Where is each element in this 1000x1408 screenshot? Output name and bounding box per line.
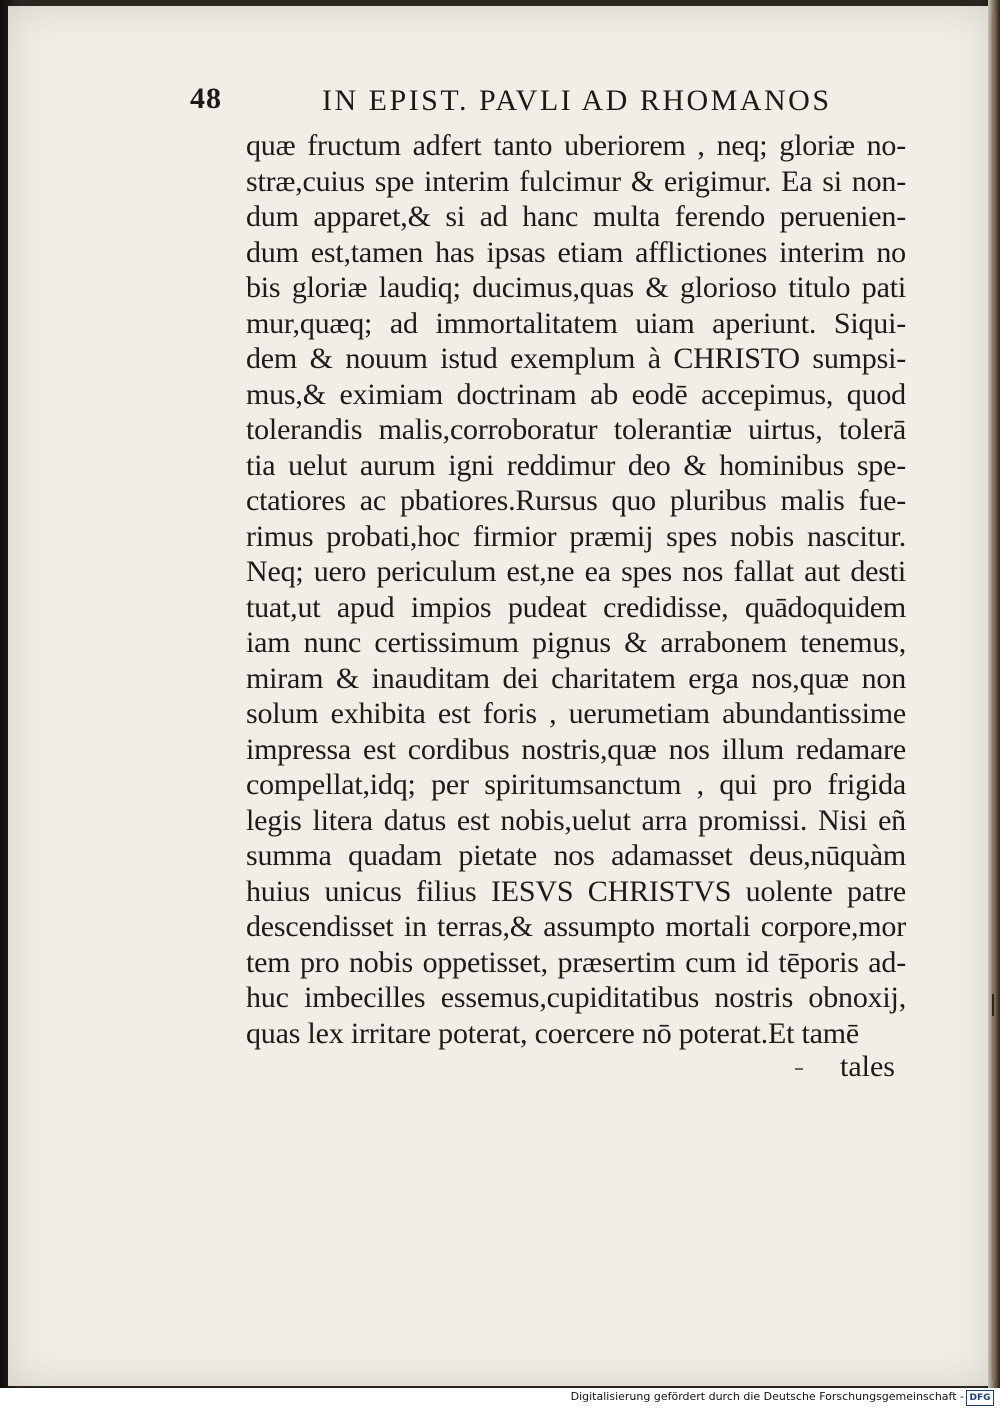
text-line: solum exhibita est foris , uerumetiam abundantissime [246,697,906,730]
text-line: dum est,tamen has ipsas etiam afflictiones interim no [246,235,906,269]
text-line: tem pro nobis oppetisset, præsertim cum id tēporis ad- [246,945,906,979]
text-line: descendisset in terras,& assumpto mortali corpore,mor [246,910,906,943]
dfg-logo: DFG [966,1390,994,1406]
funding-credit: Digitalisierung gefördert durch die Deutsche Forschungsgemeinschaft - [570,1390,964,1403]
text-line: tolerandis malis,corroboratur tolerantiæ uirtus, tolerā [246,413,906,446]
text-line: ctatiores ac pbatiores.Rursus quo pluribus malis fue- [246,484,906,517]
text-line: huc imbecilles essemus,cupiditatibus nostris obnoxij, [246,981,906,1014]
digitization-footer [0,1388,1000,1408]
text-line: tia uelut aurum igni reddimur deo & hominibus spe- [246,448,906,482]
ink-dash-mark [795,1068,803,1070]
text-line: stræ,cuius spe interim fulcimur & erigimur. Ea si non- [246,164,906,198]
margin-tick [992,994,994,1016]
text-line: iam nunc certissimum pignus & arrabonem tenemus, [246,626,906,659]
text-line: miram & inauditam dei charitatem erga nos,quæ non [246,661,906,695]
text-line: huius unicus filius IESVS CHRISTVS uolente patre [246,874,906,908]
bleed-through-mark [250,1058,310,1076]
binding-strip [992,10,996,1380]
running-head: IN EPIST. PAVLI AD RHOMANOS [322,84,832,117]
text-line: summa quadam pietate nos adamasset deus,nūquàm [246,839,906,872]
page-header [190,78,850,122]
text-line: dem & nouum istud exemplum à CHRISTO sumpsi- [246,342,906,375]
catchword: tales [840,1050,895,1083]
text-line: tuat,ut apud impios pudeat credidisse, quādoquidem [246,590,906,624]
text-line: Neq; uero periculum est,ne ea spes nos fallat aut desti [246,555,906,588]
text-line: legis litera datus est nobis,uelut arra promissi. Nisi eñ [246,803,906,837]
text-line: dum apparet,& si ad hanc multa ferendo peruenien- [246,200,906,233]
text-line: compellat,idq; per spiritumsanctum , qui pro frigida [246,768,906,801]
text-line: mur,quæq; ad immortalitatem uiam aperiunt. Siqui- [246,306,906,340]
body-text [246,128,906,1051]
text-line: quas lex irritare poterat, coercere nō poterat.Et tamē [246,1016,860,1050]
text-line: impressa est cordibus nostris,quæ nos illum redamare [246,732,906,766]
text-line: mus,& eximiam doctrinam ab eodē accepimus, quod [246,377,906,411]
text-line: bis gloriæ laudiq; ducimus,quas & glorioso titulo pati [246,271,906,304]
page-number: 48 [190,82,222,115]
text-line: quæ fructum adfert tanto uberiorem , neq; gloriæ no- [246,129,906,162]
text-line: rimus probati,hoc firmior præmij spes nobis nascitur. [246,519,906,553]
